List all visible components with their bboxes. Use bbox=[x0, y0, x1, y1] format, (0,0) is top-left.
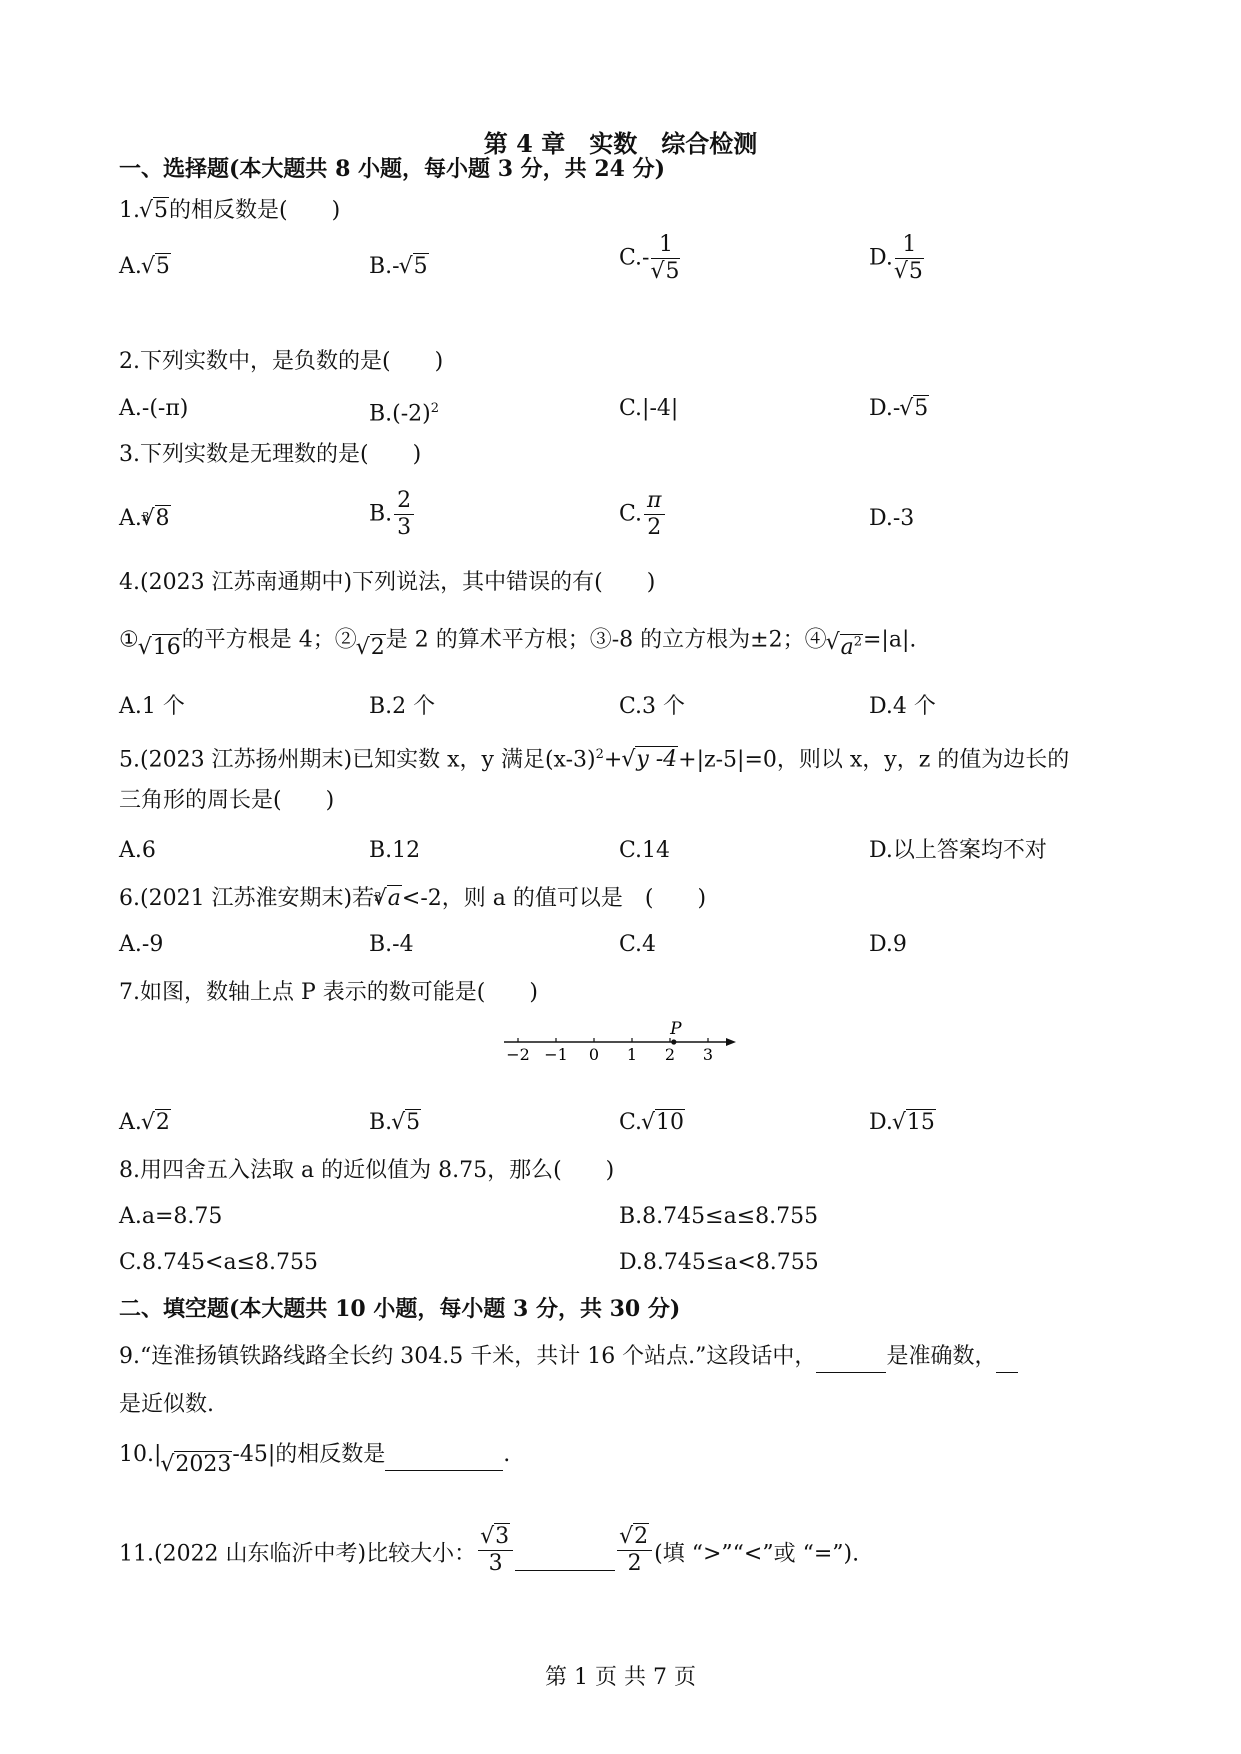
option-d: D.以上答案均不对 bbox=[869, 838, 1047, 863]
option-a: A.√ 2 bbox=[119, 1108, 171, 1138]
question-6-options bbox=[119, 930, 1119, 970]
answer-blank bbox=[996, 1342, 1018, 1373]
option-d: D.-√ 5 bbox=[869, 394, 929, 424]
axis-tick-label: 3 bbox=[702, 1045, 714, 1064]
option-c: C.3 个 bbox=[619, 694, 686, 719]
question-7: 7.如图，数轴上点 P 表示的数可能是( ) bbox=[119, 980, 538, 1005]
option-a: A.6 bbox=[119, 838, 156, 863]
option-b: B.2 个 bbox=[369, 694, 436, 719]
option-a: A.√ 5 bbox=[119, 252, 171, 282]
option-c: C.4 bbox=[619, 932, 657, 957]
option-b: B.-√ 5 bbox=[369, 252, 429, 282]
axis-tick-label: 2 bbox=[664, 1045, 676, 1064]
axis-arrow bbox=[726, 1038, 736, 1046]
question-2-options bbox=[119, 394, 1119, 434]
option-a: A.-(-π) bbox=[119, 396, 189, 421]
option-c: C.- 1 √ 5 bbox=[619, 232, 682, 285]
question-1-options bbox=[119, 232, 1119, 286]
question-8-options-row-1 bbox=[119, 1202, 1119, 1242]
section-fill-heading: 二、填空题(本大题共 10 小题，每小题 3 分，共 30 分) bbox=[119, 1296, 681, 1322]
question-9-line-1: 9.“连淮扬镇铁路线路全长约 304.5 千米，共计 16 个站点.”这段话中， 是准确数， bbox=[119, 1342, 1018, 1373]
option-b: B.12 bbox=[369, 838, 421, 863]
option-c: C.8.745<a≤8.755 bbox=[119, 1250, 318, 1275]
answer-blank bbox=[385, 1440, 503, 1471]
option-d: D.9 bbox=[869, 932, 907, 957]
question-5-options bbox=[119, 836, 1119, 876]
number-line-figure bbox=[500, 1018, 740, 1068]
question-4-statements: ①√ 16的平方根是 4；②√ 2是 2 的算术平方根；③-8 的立方根为±2；④√ $a^2=|a|$. bbox=[119, 620, 916, 655]
option-c: C.|-4| bbox=[619, 396, 679, 421]
axis-tick-label: 1 bbox=[626, 1045, 638, 1064]
option-a: A.$^3$√ 8 bbox=[119, 504, 171, 534]
question-1: 1.√ 5的相反数是( ) bbox=[119, 196, 340, 226]
question-3: 3.下列实数是无理数的是( ) bbox=[119, 442, 422, 467]
question-4-options bbox=[119, 692, 1119, 732]
axis-tick-label: −1 bbox=[544, 1045, 568, 1064]
option-a: A.1 个 bbox=[119, 694, 185, 719]
question-4: 4.(2023 江苏南通期中)下列说法，其中错误的有( ) bbox=[119, 570, 656, 595]
option-b: B.8.745≤a≤8.755 bbox=[619, 1204, 819, 1229]
option-d: D.-3 bbox=[869, 506, 915, 531]
option-c: C.14 bbox=[619, 838, 671, 863]
option-b: B.-4 bbox=[369, 932, 414, 957]
option-b: B.√ 5 bbox=[369, 1108, 421, 1138]
answer-blank bbox=[515, 1540, 615, 1571]
question-10: 10.|√ 2023-45|的相反数是 . bbox=[119, 1440, 510, 1471]
option-d: D.4 个 bbox=[869, 694, 936, 719]
question-9-line-2: 是近似数. bbox=[119, 1392, 214, 1417]
axis-tick-label: 0 bbox=[588, 1045, 600, 1064]
question-2: 2.下列实数中，是负数的是( ) bbox=[119, 349, 444, 374]
option-d: D. 1 √ 5 bbox=[869, 232, 926, 285]
section-choice-heading: 一、选择题(本大题共 8 小题，每小题 3 分，共 24 分) bbox=[119, 156, 666, 182]
question-5-line-2: 三角形的周长是( ) bbox=[119, 788, 335, 813]
question-7-options bbox=[119, 1108, 1119, 1148]
option-b: B. $\frac{2}{3}$ bbox=[369, 488, 416, 541]
option-d: D.8.745≤a<8.755 bbox=[619, 1250, 819, 1275]
question-6: 6.(2021 江苏淮安期末)若$^3$√ a<-2，则 a 的值可以是 ( ) bbox=[119, 884, 706, 914]
option-a: A.a=8.75 bbox=[119, 1204, 223, 1229]
question-5-line-1: 5.(2023 江苏扬州期末)已知实数 x，y 满足$(x-3)^2+√$ y -4+|z-5|=0，则以 x，y，z 的值为边长的 bbox=[119, 740, 1069, 775]
page-footer: 第 1 页 共 7 页 bbox=[545, 1665, 696, 1690]
question-8: 8.用四舍五入法取 a 的近似值为 8.75，那么( ) bbox=[119, 1158, 615, 1183]
question-3-options bbox=[119, 488, 1119, 540]
option-a: A.-9 bbox=[119, 932, 164, 957]
option-b: $B.(-2)^2$ bbox=[369, 401, 440, 427]
question-11: 11.(2022 山东临沂中考)比较大小： √ $\frac{3}{3}$ √ $\frac{2}{2}$ (填 “>”“<”或 “=”). bbox=[119, 1528, 859, 1581]
point-p-label: P bbox=[670, 1019, 682, 1039]
option-d: D.√ 15 bbox=[869, 1108, 936, 1138]
option-c: C.√ 10 bbox=[619, 1108, 685, 1138]
answer-blank bbox=[816, 1342, 886, 1373]
axis-tick-label: −2 bbox=[506, 1045, 530, 1064]
question-8-options-row-2 bbox=[119, 1248, 1119, 1288]
page-title: 第 4 章 实数 综合检测 bbox=[483, 129, 758, 158]
point-p bbox=[671, 1039, 676, 1044]
option-c: C. $\frac{\pi}{2}$ bbox=[619, 488, 667, 541]
